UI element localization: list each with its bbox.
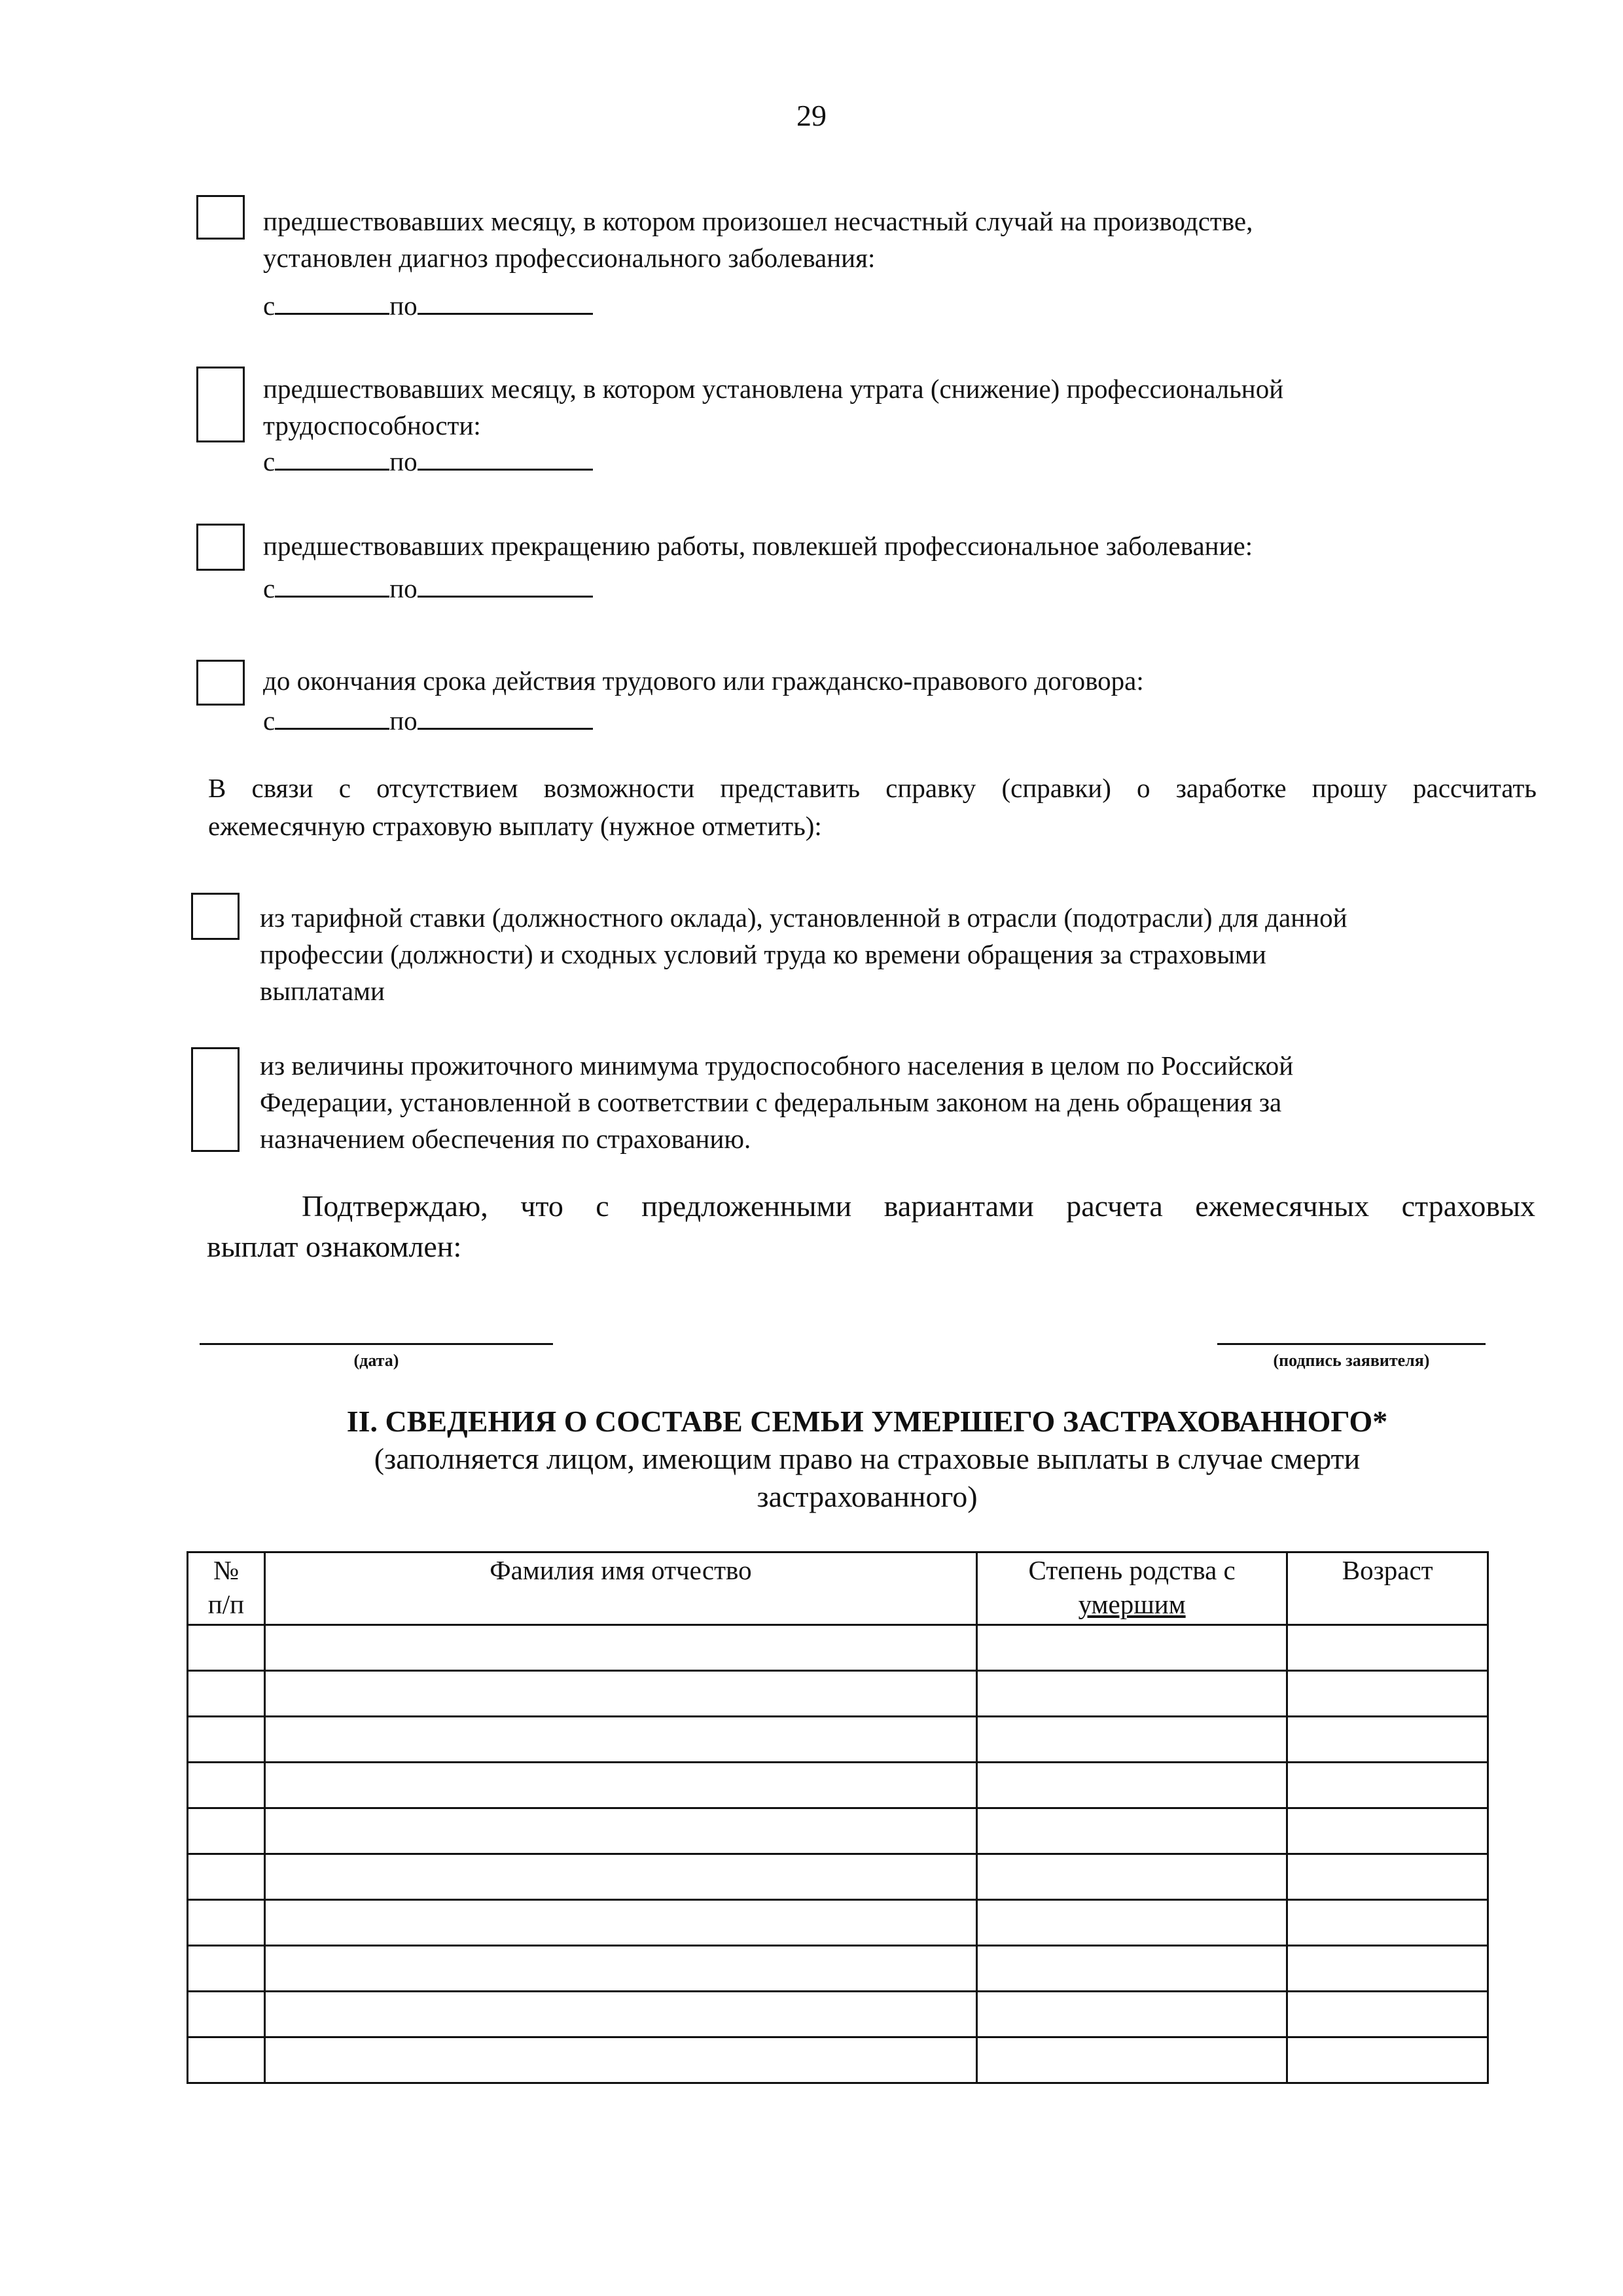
- date-from-label: с: [263, 573, 276, 603]
- cell-number[interactable]: [188, 1900, 265, 1946]
- cell-full-name[interactable]: [264, 1854, 976, 1900]
- header-number-line: №: [213, 1555, 239, 1585]
- option-tariff-rate-text: [260, 899, 1536, 1009]
- table-row: [188, 1671, 1488, 1717]
- checkbox-subsistence-minimum[interactable]: [191, 1047, 240, 1152]
- calc-paragraph: [208, 769, 1537, 845]
- period-row: [263, 444, 593, 478]
- date-to-field[interactable]: [418, 571, 593, 598]
- cell-number[interactable]: [188, 2037, 265, 2083]
- checkbox-accident-month[interactable]: [196, 195, 245, 240]
- cell-age[interactable]: [1287, 1763, 1488, 1808]
- header-number-line: п/п: [207, 1589, 245, 1619]
- header-age: Возраст: [1287, 1552, 1488, 1625]
- option-work-termination-text: [263, 528, 1507, 564]
- cell-number[interactable]: [188, 1625, 265, 1671]
- cell-relation[interactable]: [976, 1763, 1287, 1808]
- option-line: Федерации, установленной в соответствии с федеральным законом на день обращения за: [260, 1087, 1282, 1117]
- cell-number[interactable]: [188, 1717, 265, 1763]
- table-row: [188, 2037, 1488, 2083]
- cell-full-name[interactable]: [264, 2037, 976, 2083]
- date-caption: (дата): [353, 1351, 399, 1370]
- option-line: предшествовавших месяцу, в котором установлена утрата (снижение) профессиональной: [263, 374, 1284, 404]
- option-line: из тарифной ставки (должностного оклада), установленной в отрасли (подотрасли) для данной: [260, 903, 1347, 933]
- cell-relation[interactable]: [976, 1625, 1287, 1671]
- date-to-field[interactable]: [418, 703, 593, 730]
- date-from-field[interactable]: [275, 288, 389, 315]
- cell-relation[interactable]: [976, 1671, 1287, 1717]
- cell-number[interactable]: [188, 1854, 265, 1900]
- date-to-label: по: [389, 573, 418, 603]
- table-row: [188, 1717, 1488, 1763]
- cell-age[interactable]: [1287, 1946, 1488, 1992]
- cell-number[interactable]: [188, 1671, 265, 1717]
- option-contract-end-text: [263, 662, 1507, 699]
- option-line: предшествовавших месяцу, в котором произошел несчастный случай на производстве,: [263, 206, 1253, 236]
- cell-full-name[interactable]: [264, 1808, 976, 1854]
- cell-full-name[interactable]: [264, 1671, 976, 1717]
- option-line: из величины прожиточного минимума трудоспособного населения в целом по Российской: [260, 1050, 1294, 1081]
- option-line: до окончания срока действия трудового или гражданско-правового договора:: [263, 666, 1144, 696]
- option-line: трудоспособности:: [263, 410, 481, 440]
- cell-full-name[interactable]: [264, 1625, 976, 1671]
- checkbox-disability-month[interactable]: [196, 367, 245, 442]
- checkbox-contract-end[interactable]: [196, 660, 245, 706]
- option-disability-month-text: [263, 370, 1507, 444]
- option-line: установлен диагноз профессионального заболевания:: [263, 243, 876, 273]
- subtitle-line: застрахованного): [757, 1480, 978, 1513]
- cell-full-name[interactable]: [264, 1946, 976, 1992]
- subtitle-line: (заполняется лицом, имеющим право на страховые выплаты в случае смерти: [374, 1442, 1361, 1475]
- date-to-field[interactable]: [418, 444, 593, 471]
- date-signature-line[interactable]: [200, 1343, 553, 1345]
- option-accident-month-text: [263, 203, 1507, 276]
- cell-relation[interactable]: [976, 1900, 1287, 1946]
- cell-age[interactable]: [1287, 1808, 1488, 1854]
- cell-number[interactable]: [188, 1946, 265, 1992]
- family-table: [187, 1551, 1489, 2084]
- date-from-label: с: [263, 446, 276, 476]
- date-to-label: по: [389, 446, 418, 476]
- cell-age[interactable]: [1287, 1854, 1488, 1900]
- section-title: II. СВЕДЕНИЯ О СОСТАВЕ СЕМЬИ УМЕРШЕГО ЗАСТРАХОВАННОГО*: [346, 1405, 1388, 1438]
- checkbox-tariff-rate[interactable]: [191, 893, 240, 940]
- cell-age[interactable]: [1287, 1900, 1488, 1946]
- header-relation: [976, 1552, 1287, 1625]
- cell-full-name[interactable]: [264, 1763, 976, 1808]
- table-row: [188, 1625, 1488, 1671]
- date-to-field[interactable]: [418, 288, 593, 315]
- table-header-row: [188, 1552, 1488, 1625]
- cell-age[interactable]: [1287, 1625, 1488, 1671]
- option-line: предшествовавших прекращению работы, повлекшей профессиональное заболевание:: [263, 531, 1253, 561]
- cell-full-name[interactable]: [264, 1717, 976, 1763]
- cell-relation[interactable]: [976, 1992, 1287, 2037]
- date-from-field[interactable]: [275, 703, 389, 730]
- header-relation-line: Степень родства с: [1028, 1555, 1236, 1585]
- period-row: [263, 703, 593, 737]
- cell-full-name[interactable]: [264, 1992, 976, 2037]
- date-from-label: с: [263, 706, 276, 736]
- page-number: 29: [796, 99, 827, 132]
- option-line: выплатами: [260, 976, 385, 1006]
- cell-number[interactable]: [188, 1808, 265, 1854]
- table-row: [188, 1808, 1488, 1854]
- cell-age[interactable]: [1287, 2037, 1488, 2083]
- table-row: [188, 1763, 1488, 1808]
- cell-relation[interactable]: [976, 1808, 1287, 1854]
- date-from-label: с: [263, 291, 276, 321]
- confirmation-line: выплат ознакомлен:: [207, 1230, 462, 1263]
- date-to-label: по: [389, 291, 418, 321]
- cell-full-name[interactable]: [264, 1900, 976, 1946]
- cell-relation[interactable]: [976, 1717, 1287, 1763]
- section-subtitle: [0, 1440, 1623, 1516]
- period-row: [263, 288, 593, 322]
- period-row: [263, 571, 593, 605]
- confirmation-text: [207, 1186, 1535, 1267]
- cell-number[interactable]: [188, 1992, 265, 2037]
- table-row: [188, 1854, 1488, 1900]
- table-row: [188, 1992, 1488, 2037]
- table-row: [188, 1900, 1488, 1946]
- paragraph-line: В связи с отсутствием возможности представить справку (справки) о заработке прошу рассчитать: [208, 773, 1537, 803]
- confirmation-line: Подтверждаю, что с предложенными вариантами расчета ежемесячных страховых: [302, 1189, 1535, 1223]
- cell-age[interactable]: [1287, 1717, 1488, 1763]
- header-number: [188, 1552, 265, 1625]
- option-line: назначением обеспечения по страхованию.: [260, 1124, 751, 1154]
- date-from-field[interactable]: [275, 444, 389, 471]
- cell-relation[interactable]: [976, 1946, 1287, 1992]
- applicant-signature-line[interactable]: [1217, 1343, 1486, 1345]
- cell-relation[interactable]: [976, 2037, 1287, 2083]
- option-line: профессии (должности) и сходных условий труда ко времени обращения за страховыми: [260, 939, 1266, 969]
- cell-age[interactable]: [1287, 1992, 1488, 2037]
- cell-relation[interactable]: [976, 1854, 1287, 1900]
- header-full-name: Фамилия имя отчество: [264, 1552, 976, 1625]
- header-relation-line: умершим: [1078, 1589, 1186, 1619]
- option-subsistence-minimum-text: [260, 1047, 1536, 1157]
- cell-number[interactable]: [188, 1763, 265, 1808]
- signature-caption: (подпись заявителя): [1273, 1351, 1430, 1370]
- paragraph-line: ежемесячную страховую выплату (нужное отметить):: [208, 811, 822, 841]
- date-to-label: по: [389, 706, 418, 736]
- cell-age[interactable]: [1287, 1671, 1488, 1717]
- date-from-field[interactable]: [275, 571, 389, 598]
- table-row: [188, 1946, 1488, 1992]
- checkbox-work-termination[interactable]: [196, 524, 245, 571]
